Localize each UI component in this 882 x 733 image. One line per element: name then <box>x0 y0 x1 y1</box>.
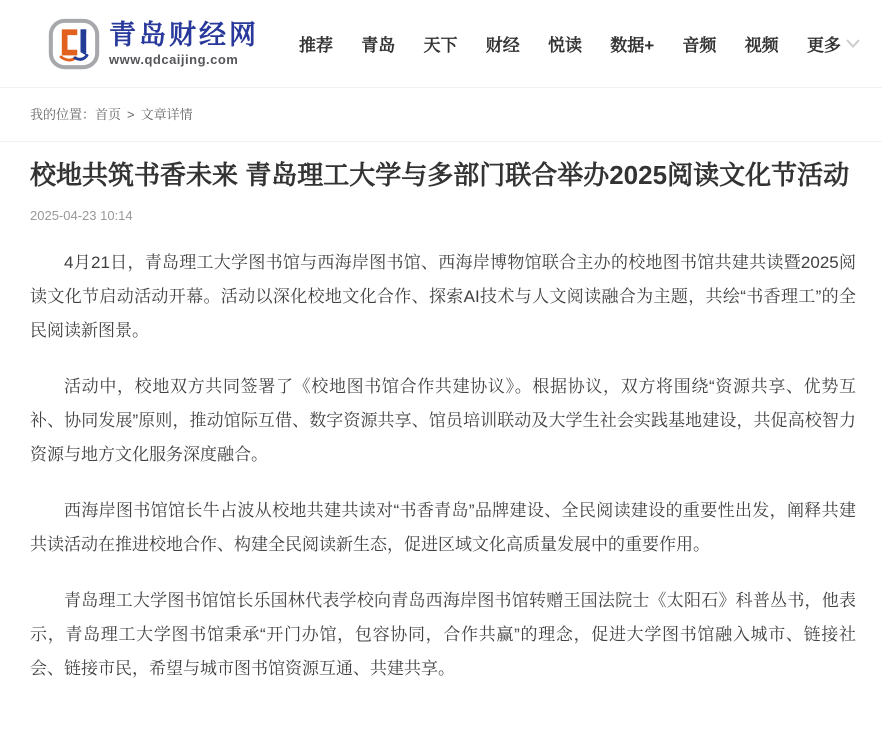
breadcrumb-home-link[interactable]: 首页 <box>95 107 122 122</box>
site-header <box>0 0 882 88</box>
nav-item-finance[interactable]: 财经 <box>485 36 520 55</box>
article-paragraph: 青岛理工大学图书馆馆长乐国林代表学校向青岛西海岸图书馆转赠王国法院士《太阳石》科普丛书，他表示，青岛理工大学图书馆秉承“开门办馆，包容协同，合作共赢”的理念，促进大学图书馆融入城市、链接社会、链接市民，希望与城市图书馆资源互通、共建共享。 <box>30 591 856 679</box>
site-logo[interactable] <box>48 18 259 70</box>
breadcrumb <box>0 88 882 142</box>
site-name: 青岛财经网 <box>109 20 259 51</box>
nav-item-audio[interactable]: 音频 <box>682 36 717 55</box>
nav-item-reading[interactable]: 悦读 <box>548 36 582 55</box>
article-date: 2025-04-23 10:14 <box>30 208 133 224</box>
chevron-down-icon <box>846 39 860 48</box>
nav-item-recommend[interactable]: 推荐 <box>299 36 333 55</box>
nav-item-video[interactable]: 视频 <box>744 36 779 55</box>
article-paragraph: 活动中，校地双方共同签署了《校地图书馆合作共建协议》。根据协议，双方将围绕“资源共享、优势互补、协同发展”原则，推动馆际互借、数字资源共享、馆员培训联动及大学生社会实践基地建设，共促高校智力资源与地方文化服务深度融合。 <box>30 377 856 465</box>
main-nav <box>299 31 860 56</box>
nav-item-data-plus[interactable]: 数据+ <box>610 36 655 55</box>
nav-more-label: 更多 <box>806 36 841 55</box>
book-logo-icon <box>48 18 100 70</box>
article-body <box>30 246 856 686</box>
article <box>0 155 882 686</box>
article-paragraph: 4月21日，青岛理工大学图书馆与西海岸图书馆、西海岸博物馆联合主办的校地图书馆共建共读暨2025阅读文化节启动活动开幕。活动以深化校地文化合作、探索AI技术与人文阅读融合为主题，共绘“书香理工”的全民阅读新图景。 <box>30 253 856 341</box>
breadcrumb-separator: > <box>127 107 135 122</box>
site-url: www.qdcaijing.com <box>109 51 239 67</box>
logo-text <box>109 20 259 66</box>
nav-item-more[interactable] <box>807 31 860 56</box>
nav-item-qingdao[interactable]: 青岛 <box>361 36 396 55</box>
nav-item-world[interactable]: 天下 <box>423 36 458 55</box>
article-paragraph: 西海岸图书馆馆长牛占波从校地共建共读对“书香青岛”品牌建设、全民阅读建设的重要性出发，阐释共建共读活动在推进校地合作、构建全民阅读新生态，促进区域文化高质量发展中的重要作用。 <box>30 501 856 555</box>
article-title: 校地共筑书香未来 青岛理工大学与多部门联合举办2025阅读文化节活动 <box>30 160 850 190</box>
breadcrumb-current: 文章详情 <box>140 107 193 122</box>
breadcrumb-prefix: 我的位置： <box>30 107 96 122</box>
